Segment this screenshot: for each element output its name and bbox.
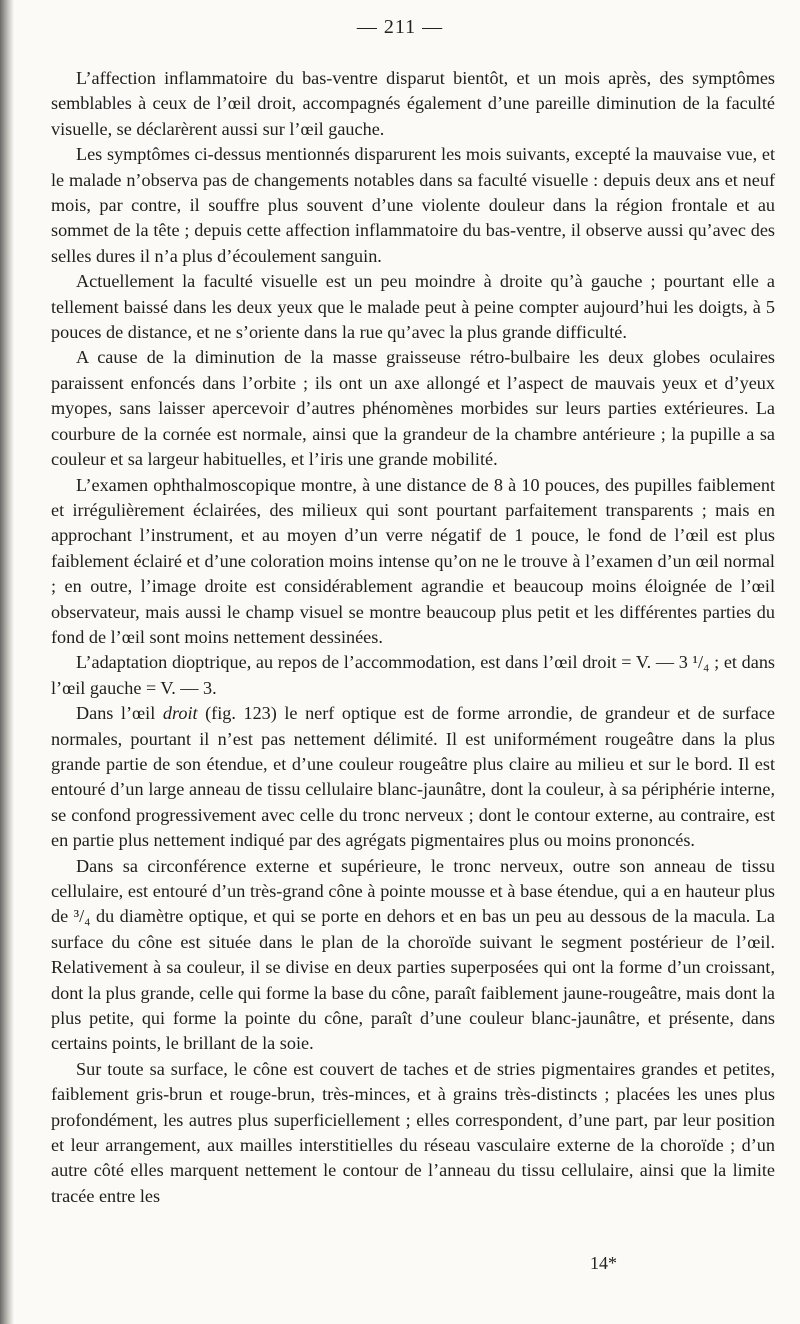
signature-mark: 14* <box>590 1253 617 1273</box>
body-text <box>51 66 775 1209</box>
paragraph-5: L’examen ophthalmoscopique montre, à une distance de 8 à 10 pouces, des pupilles faiblement et irrégulièrement éclairées, des milieux qui sont pourtant parfaitement transparents ; mais en approchant l’instrument, et au moyen d’un verre négatif de 1 pouce, le fond de l’œil est plus faiblement éclairé et d’une coloration moins intense qu’on ne le trouve à l’examen d’un œil normal ; en outre, l’image droite est considérablement agrandie et beaucoup moins éloignée de l’œil observateur, mais aussi le champ visuel se montre beaucoup plus petit et les différentes parties du fond de l’œil sont moins nettement dessinées. <box>51 474 775 647</box>
paragraph-7 <box>51 701 775 853</box>
page-number-header: — 211 — <box>356 16 444 38</box>
paragraph-4: A cause de la diminution de la masse graisseuse rétro-bulbaire les deux globes oculaires paraissent enfoncés dans l’orbite ; ils ont un axe allongé et l’aspect de mauvais yeux et d’yeux myopes, sans laisser apercevoir d’autres phénomènes morbides sur leurs parties extérieures. La courbure de la cornée est normale, ainsi que la grandeur de la chambre antérieure ; la pupille a sa couleur et sa largeur habituelles, et l’iris une grande mobilité. <box>51 347 775 470</box>
paragraph-3: Actuellement la faculté visuelle est un peu moindre à droite qu’à gauche ; pourtant elle a tellement baissé dans les deux yeux que le malade peut à peine compter aujourd’hui les doigts, à 5 pouces de distance, et ne s’oriente dans la rue qu’avec la plus grande difficulté. <box>51 271 775 343</box>
paragraph-6: L’adaptation dioptrique, au repos de l’accommodation, est dans l’œil droit = V. — 3 ¹/₄ ; et dans l’œil gauche = V. — 3. <box>51 652 775 698</box>
paragraph-1: L’affection inflammatoire du bas-ventre disparut bientôt, et un mois après, des symptômes semblables à ceux de l’œil droit, accompagnés également d’une pareille diminution de la faculté visuelle, se déclarèrent aussi sur l’œil gauche. <box>51 68 775 139</box>
paragraph-7-italic: droit <box>162 703 198 724</box>
book-binding-edge <box>0 0 14 1324</box>
paragraph-2: Les symptômes ci-dessus mentionnés disparurent les mois suivants, excepté la mauvaise vue, et le malade n’observa pas de changements notables dans sa faculté visuelle : depuis deux ans et neuf mois, par contre, il souffre plus souvent d’une violente douleur dans la région frontale et au sommet de la tête ; depuis cette affection inflammatoire du bas-ventre, il observe aussi qu’avec des selles dures il n’a plus d’écoulement sanguin. <box>51 144 775 266</box>
paragraph-7-start: Dans l’œil <box>76 703 163 724</box>
paragraph-7-rest: (fig. 123) le nerf optique est de forme arrondie, de grandeur et de surface normales, pourtant il n’est pas nettement délimité. Il est uniformément rougeâtre dans la plus grande partie de son étendue, et d’une couleur rougeâtre plus claire au milieu et sur le bord. Il est entouré d’un large anneau de tissu cellulaire blanc-jaunâtre, dont la couleur, à sa périphérie interne, se confond progressivement avec celle du tronc nerveux ; dont le contour externe, au contraire, est en partie plus nettement indiqué par des agrégats pigmentaires plus ou moins prononcés. <box>51 703 776 851</box>
paragraph-8: Dans sa circonférence externe et supérieure, le tronc nerveux, outre son anneau de tissu cellulaire, est entouré d’un très-grand cône à pointe mousse et à base étendue, qui a en hauteur plus de ³/₄ du diamètre optique, et qui se porte en dehors et en bas un peu au dessous de la macula. La surface du cône est située dans le plan de la choroïde suivant le segment postérieur de l’œil. Relativement à sa couleur, il se divise en deux parties superposées qui ont la forme d’un croissant, dont la plus grande, celle qui forme la base du cône, paraît faiblement jaune-rougeâtre, mais dont la plus petite, qui forme la pointe du cône, paraît d’une couleur blanc-jaunâtre, et présente, dans certains points, le brillant de la soie. <box>51 855 775 1054</box>
paragraph-9: Sur toute sa surface, le cône est couvert de taches et de stries pigmentaires grandes et petites, faiblement gris-brun et rouge-brun, très-minces, et à grains très-distincts ; placées les unes plus profondément, les autres plus superficiellement ; elles correspondent, d’une part, par leur position et leur arrangement, aux mailles interstitielles du réseau vasculaire externe de la choroïde ; d’un autre côté elles marquent nettement le contour de l’anneau du tissu cellulaire, ainsi que la limite tracée entre les <box>51 1058 775 1206</box>
